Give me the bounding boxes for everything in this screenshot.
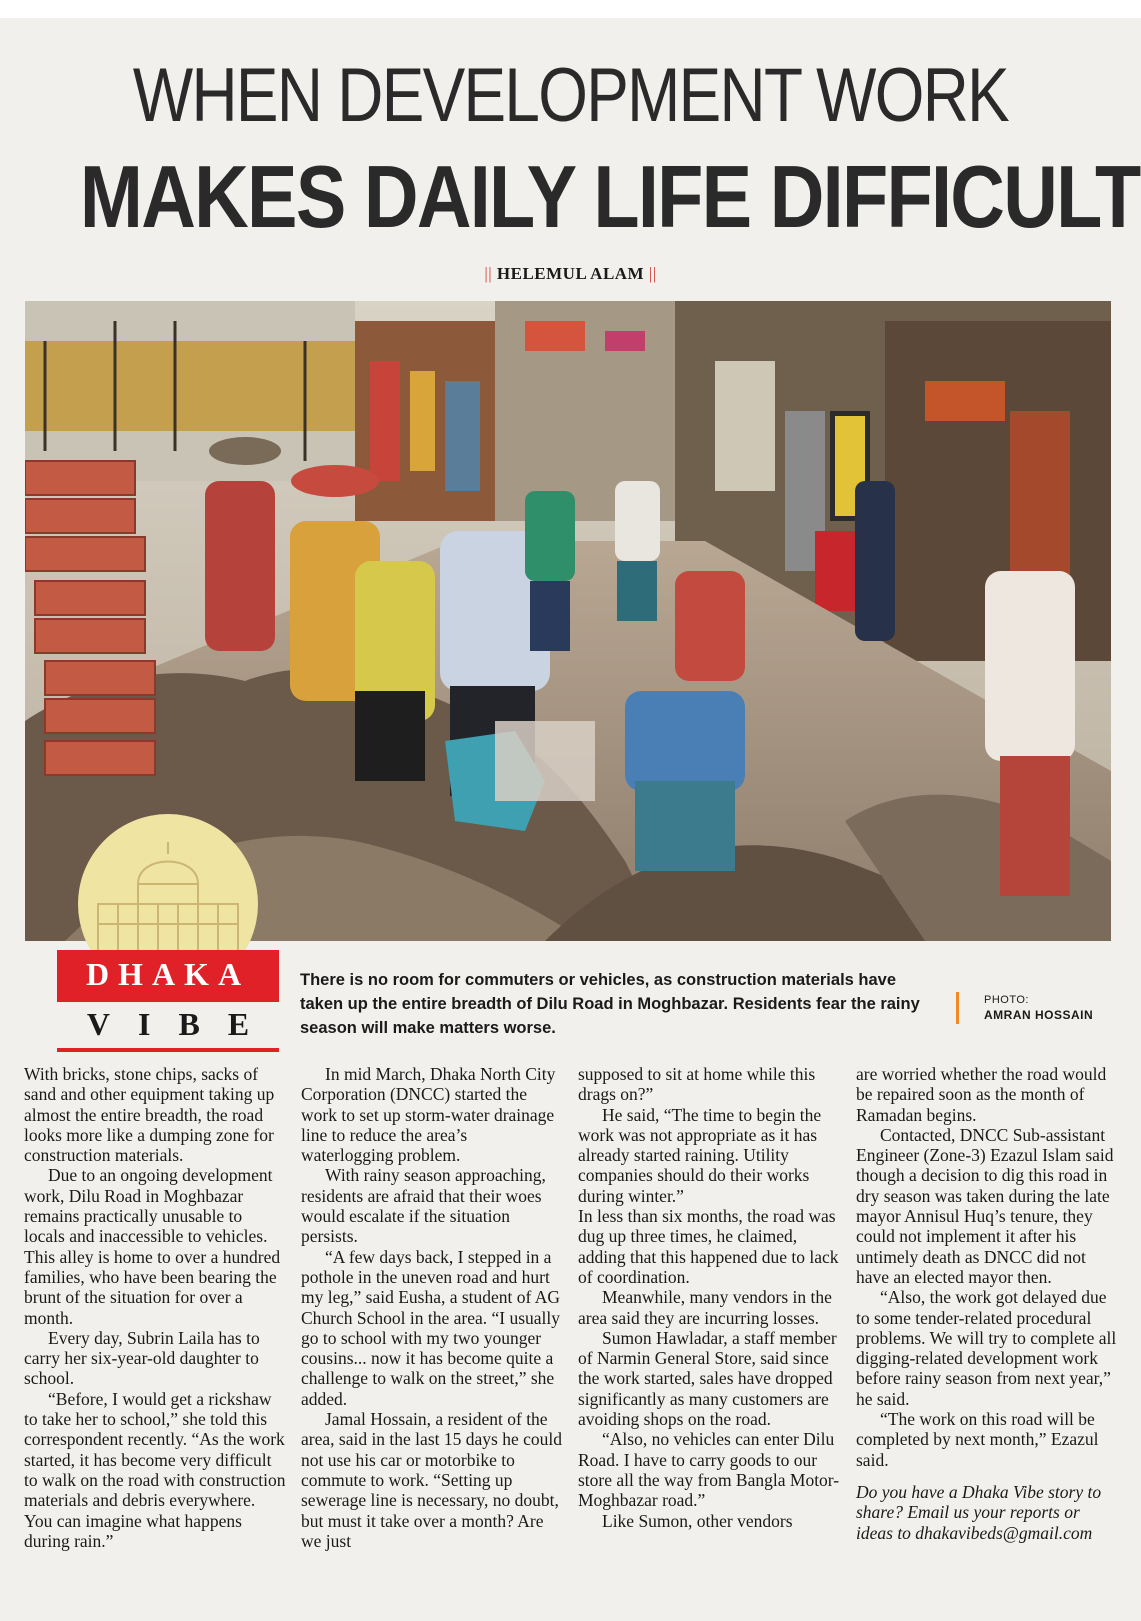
paragraph: “Also, the work got delayed due to some tender-related procedural problems. We will try to complete all digging-related development work before rainy season from next year,” he said. <box>856 1287 1117 1409</box>
headline-line-1: WHEN DEVELOPMENT WORK <box>132 53 1009 138</box>
byline-bar-left: || <box>484 264 493 283</box>
byline-bar-right: || <box>648 264 657 283</box>
story-submission-note: Do you have a Dhaka Vibe story to share? Email us your reports or ideas to dhakavibeds@gmail.com <box>856 1481 1102 1543</box>
credit-accent-bar <box>956 992 959 1024</box>
paragraph: Meanwhile, many vendors in the area said they are incurring losses. <box>578 1287 832 1328</box>
logo-word-dhaka: DHAKA <box>85 956 251 992</box>
paragraph: “Before, I would get a rickshaw to take her to school,” she told this correspondent recently. “As the work started, it has become very difficult to walk on the road with construction materials and debris everywhere. You can imagine what happens during rain.” <box>24 1388 286 1551</box>
paragraph: With rainy season approaching, residents are afraid that their woes would escalate if the situation persists. <box>301 1165 546 1247</box>
paragraph: “A few days back, I stepped in a pothole in the uneven road and hurt my leg,” said Eusha, a student of AG Church School in the area. “I usually go to school with my two younger cousins... now it has become quite a challenge to walk on the street,” she added. <box>301 1246 561 1409</box>
paragraph: In mid March, Dhaka North City Corporation (DNCC) started the work to set up storm-water drainage line to reduce the area’s waterlogging problem. <box>301 1064 556 1166</box>
byline-author: HELEMUL ALAM <box>496 264 645 283</box>
paragraph: “Also, no vehicles can enter Dilu Road. I have to carry goods to our store all the way from Bangla Motor-Moghbazar road.” <box>578 1429 840 1511</box>
paragraph: In less than six months, the road was dug up three times, he claimed, adding that this happened due to lack of coordination. <box>578 1206 839 1287</box>
headline-line-2: MAKES DAILY LIFE DIFFICULT <box>79 147 1140 246</box>
photo-caption: There is no room for commuters or vehicles, as construction materials have taken up the entire breadth of Dilu Road in Moghbazar. Residents fear the rainy season will make matters worse. <box>300 971 920 1037</box>
logo-underline <box>57 1048 279 1052</box>
article-column-3 <box>578 1064 840 1531</box>
paragraph: Like Sumon, other vendors <box>602 1510 793 1531</box>
photo-credit-name: AMRAN HOSSAIN <box>984 1008 1094 1022</box>
paragraph: Contacted, DNCC Sub-assistant Engineer (Zone-3) Ezazul Islam said though a decision to dig this road in dry season was taken during the late mayor Annisul Huq’s tenure, they could not implement it after his untimely death as DNCC did not have an elected mayor then. <box>856 1124 1114 1287</box>
paragraph: are worried whether the road would be repaired soon as the month of Ramadan begins. <box>856 1064 1107 1125</box>
paragraph: supposed to sit at home while this drags on?” <box>578 1064 816 1105</box>
logo-word-vibe: VIBE <box>86 1006 278 1042</box>
paragraph: “The work on this road will be completed by next month,” Ezazul said. <box>856 1409 1099 1470</box>
paragraph: With bricks, stone chips, sacks of sand and other equipment taking up almost the entire breadth, the road looks more like a dumping zone for construction materials. <box>24 1064 275 1166</box>
paragraph: He said, “The time to begin the work was not appropriate as it has already started raining. Utility companies should do their works during winter.” <box>578 1104 822 1206</box>
dhaka-vibe-logo <box>57 950 279 1002</box>
newspaper-page <box>0 18 1141 1621</box>
article-column-4 <box>856 1064 1118 1543</box>
paragraph: Every day, Subrin Laila has to carry her six-year-old daughter to school. <box>24 1327 260 1389</box>
paragraph: Jamal Hossain, a resident of the area, said in the last 15 days he could not use his car or motorbike to commute to work. “Setting up sewerage line is necessary, no doubt, but must it take over a month? Are we just <box>301 1409 562 1551</box>
article-column-2 <box>301 1064 563 1551</box>
article-column-1 <box>24 1064 286 1551</box>
paragraph: Sumon Hawladar, a staff member of Narmin General Store, said since the work started, sales have dropped significantly as many customers are avoiding shops on the road. <box>578 1327 837 1430</box>
byline <box>0 264 1141 284</box>
paragraph: Due to an ongoing development work, Dilu Road in Moghbazar remains practically unusable to locals and inaccessible to vehicles. This alley is home to over a hundred families, who have been bearing the brunt of the situation for over a month. <box>24 1165 281 1328</box>
photo-credit-label: PHOTO: <box>984 994 1029 1006</box>
